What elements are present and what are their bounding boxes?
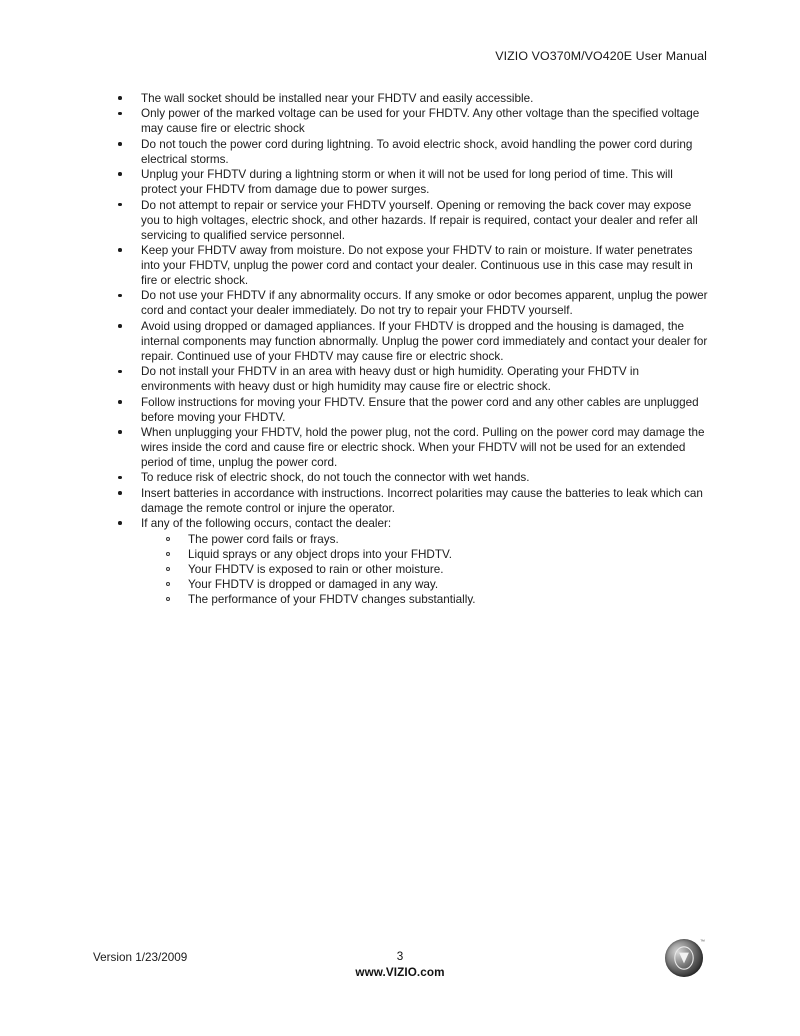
sub-list-item-text: Liquid sprays or any object drops into your FHDTV. [188, 547, 452, 561]
page-number: 3 [396, 950, 404, 963]
sub-bullet-list [112, 532, 708, 607]
list-item [112, 91, 708, 106]
footer-version: Version 1/23/2009 [93, 951, 188, 964]
bullet-dot-icon [118, 400, 122, 404]
bullet-circle-icon [166, 582, 170, 586]
list-item [112, 470, 708, 485]
list-item-text: The wall socket should be installed near your FHDTV and easily accessible. [141, 92, 534, 105]
list-item-text: Do not use your FHDTV if any abnormality occurs. If any smoke or odor becomes apparent, unplug the power cord and contact your dealer immediately. Do not try to repair your FHDTV yourself. [141, 289, 708, 318]
list-item [112, 364, 708, 394]
sub-list-item [112, 562, 708, 577]
bullet-dot-icon [118, 324, 122, 328]
bullet-dot-icon [118, 172, 122, 176]
list-item [112, 425, 708, 470]
list-item [112, 395, 708, 425]
list-item [112, 137, 708, 167]
sub-list-item [112, 592, 708, 607]
sub-list-item-text: Your FHDTV is dropped or damaged in any way. [188, 577, 439, 591]
list-item-text: Only power of the marked voltage can be used for your FHDTV. Any other voltage than the specified voltage may cause fire or electric shock [141, 107, 700, 136]
list-item [112, 288, 708, 318]
vizio-logo-icon [665, 939, 703, 977]
sub-list-item-text: Your FHDTV is exposed to rain or other moisture. [188, 562, 444, 576]
list-item-text: Unplug your FHDTV during a lightning storm or when it will not be used for long period of time. This will protect your FHDTV from damage due to power surges. [141, 168, 673, 197]
list-item [112, 167, 708, 197]
bullet-dot-icon [118, 96, 122, 100]
bullet-dot-icon [118, 491, 122, 495]
list-item-text: To reduce risk of electric shock, do not touch the connector with wet hands. [141, 471, 530, 485]
list-item [112, 319, 708, 364]
sub-list-item-text: The power cord fails or frays. [188, 532, 339, 546]
page-header: VIZIO VO370M/VO420E User Manual [495, 49, 707, 63]
bullet-dot-icon [118, 476, 122, 480]
list-item [112, 243, 708, 288]
list-item-text: Insert batteries in accordance with instructions. Incorrect polarities may cause the batteries to leak which can damage the remote control or injure the operator. [141, 486, 703, 515]
bullet-dot-icon [118, 370, 122, 374]
list-item [112, 106, 708, 136]
bullet-dot-icon [118, 521, 122, 525]
list-item-text: Do not attempt to repair or service your FHDTV yourself. Opening or removing the back cover may expose you to high voltages, electric shock, and other hazards. If repair is required, contact your dealer and refer all servicing to qualified service personnel. [141, 198, 698, 242]
list-item [112, 198, 708, 243]
bullet-circle-icon [166, 537, 170, 541]
website-url: www.VIZIO.com [355, 966, 445, 979]
sub-list-container [112, 532, 708, 607]
bullet-dot-icon [118, 142, 122, 146]
list-item-text: Follow instructions for moving your FHDTV. Ensure that the power cord and any other cables are unplugged before moving your FHDTV. [141, 395, 699, 424]
bullet-circle-icon [166, 552, 170, 556]
bullet-dot-icon [118, 203, 122, 207]
list-item-text: Do not touch the power cord during lightning. To avoid electric shock, avoid handling the power cord during electrical storms. [141, 137, 693, 166]
list-item-text: Do not install your FHDTV in an area with heavy dust or high humidity. Operating your FHDTV in environments with heavy dust or high humidity may cause fire or electric shock. [141, 365, 640, 394]
list-item-text: When unplugging your FHDTV, hold the power plug, not the cord. Pulling on the power cord may damage the wires inside the cord and cause fire or electric shock. When your FHDTV will not be used for an extended period of time, unplug the power cord. [141, 426, 705, 470]
bullet-dot-icon [118, 430, 122, 434]
trademark-icon: ™ [700, 939, 705, 945]
list-item [112, 486, 708, 516]
bullet-list [112, 91, 708, 607]
sub-list-item-text: The performance of your FHDTV changes substantially. [188, 592, 476, 606]
list-item-text: If any of the following occurs, contact the dealer: [141, 517, 392, 531]
safety-instructions-list [112, 91, 708, 607]
list-item-text: Keep your FHDTV away from moisture. Do not expose your FHDTV to rain or moisture. If water penetrates into your FHDTV, unplug the power cord and contact your dealer. Continuous use in this case may result in fire or electric shock. [141, 243, 693, 288]
sub-list-item [112, 532, 708, 547]
list-item-text: Avoid using dropped or damaged appliances. If your FHDTV is dropped and the housing is damaged, the internal components may function abnormally. Unplug the power cord immediately and contact your dealer for repair. Continued use of your FHDTV may cause fire or electric shock. [141, 319, 708, 363]
list-item [112, 516, 708, 531]
sub-list-item [112, 577, 708, 592]
bullet-circle-icon [166, 597, 170, 601]
bullet-dot-icon [118, 248, 122, 252]
sub-list-item [112, 547, 708, 562]
bullet-dot-icon [118, 112, 122, 116]
bullet-dot-icon [118, 294, 122, 298]
bullet-circle-icon [166, 567, 170, 571]
logo-v-glyph [671, 945, 697, 971]
